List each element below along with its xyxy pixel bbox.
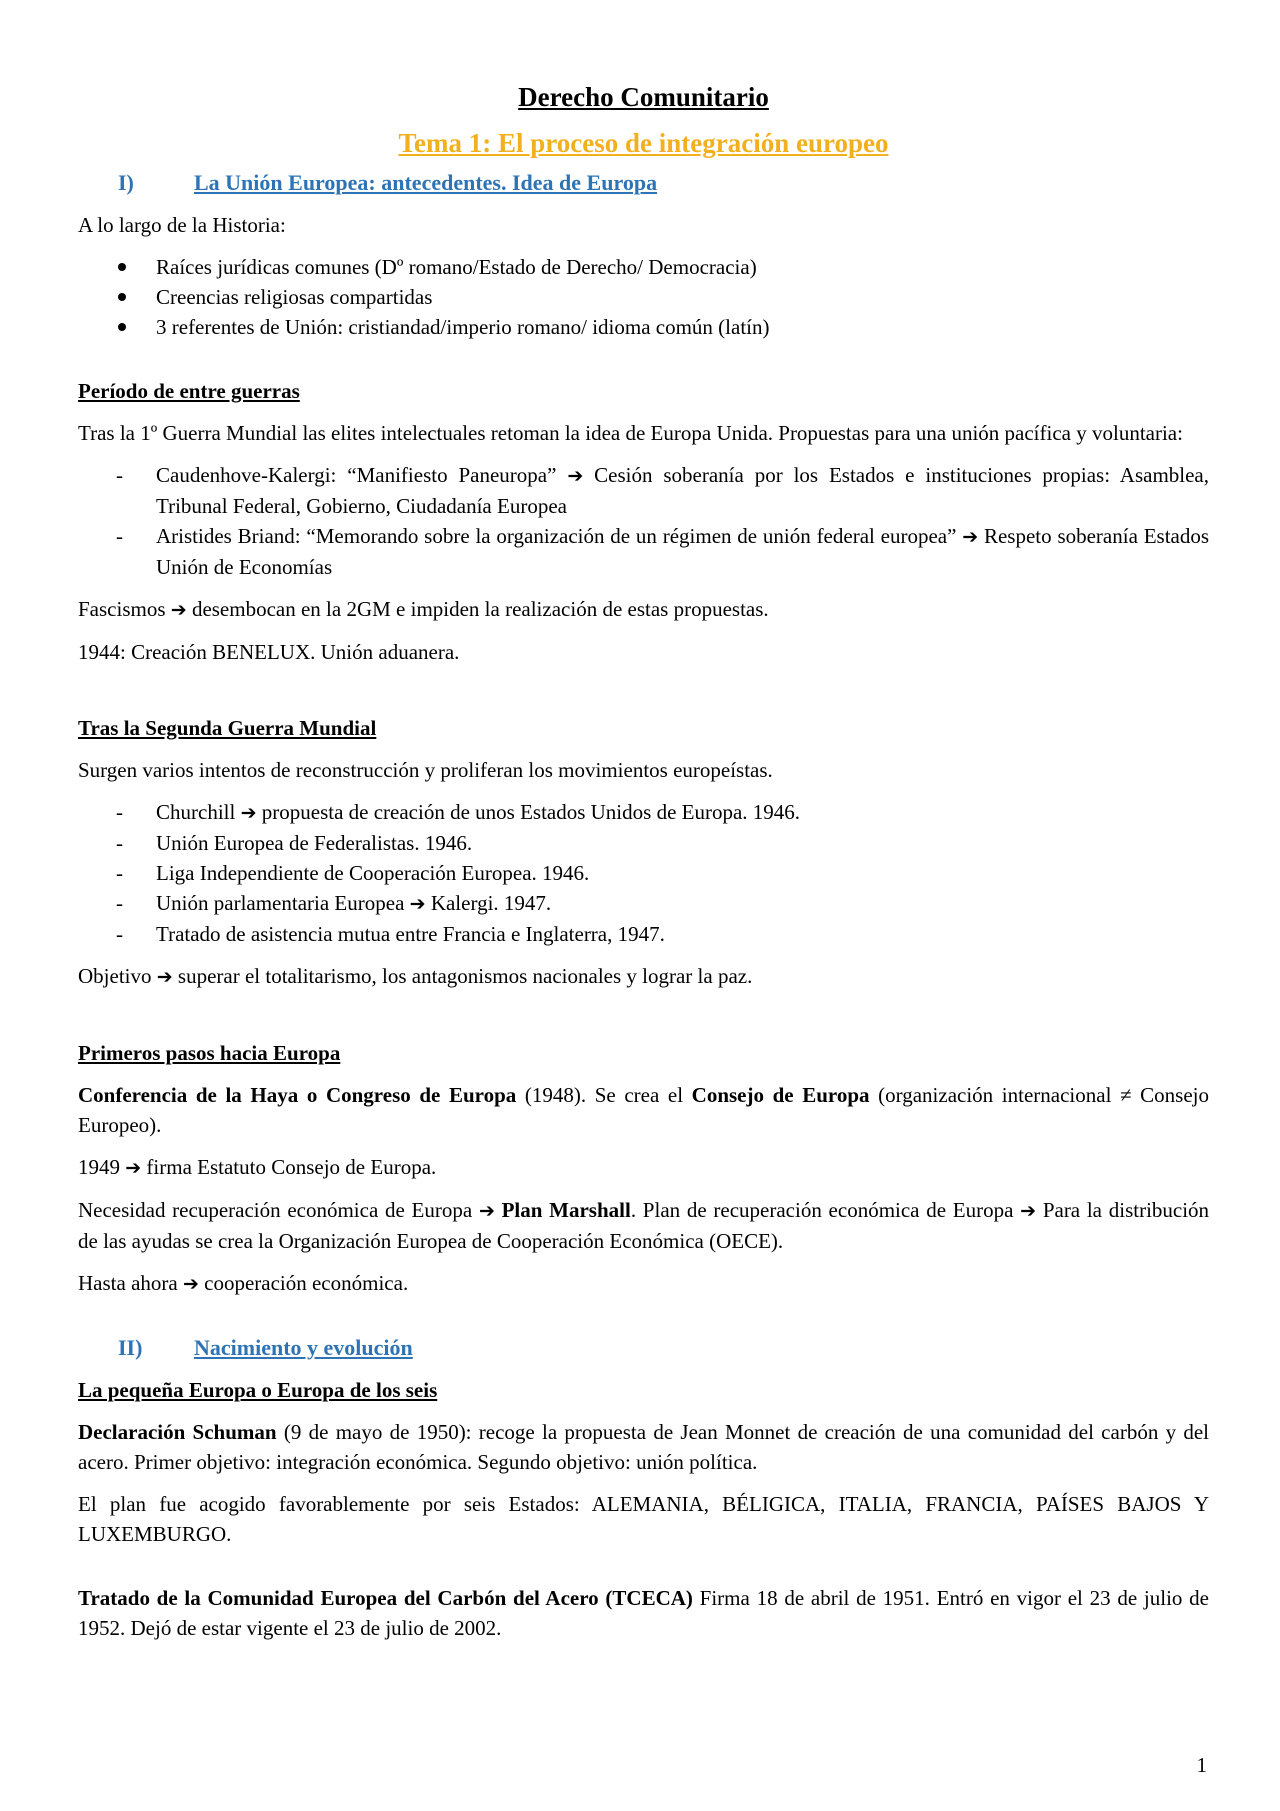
dash-list <box>78 797 1209 949</box>
paragraph: 1944: Creación BENELUX. Unión aduanera. <box>78 640 460 664</box>
arrow-right-icon: ➔ <box>478 1200 495 1222</box>
paragraph: Objetivo ➔ superar el totalitarismo, los antagonismos nacionales y lograr la paz. <box>78 964 753 988</box>
paragraph: El plan fue acogido favorablemente por seis Estados: ALEMANIA, BÉLIGICA, ITALIA, FRANCIA, PAÍSES BAJOS Y LUXEMBURGO. <box>78 1492 1209 1546</box>
arrow-right-icon: ➔ <box>240 802 257 824</box>
bullet-icon <box>118 263 126 271</box>
paragraph: Conferencia de la Haya o Congreso de Europa (1948). Se crea el Consejo de Europa (organización internacional ≠ Consejo Europeo). <box>78 1083 1209 1137</box>
paragraph: A lo largo de la Historia: <box>78 213 286 237</box>
paragraph: Declaración Schuman (9 de mayo de 1950): recoge la propuesta de Jean Monnet de creación de una comunidad del carbón y del acero. Primer objetivo: integración económica. Segundo objetivo: unión política. <box>78 1420 1209 1474</box>
subheading: Período de entre guerras <box>78 379 300 403</box>
section-heading-1 <box>78 168 1209 198</box>
dash-marker: - <box>116 800 123 824</box>
dash-list <box>78 460 1209 582</box>
subheading: La pequeña Europa o Europa de los seis <box>78 1378 438 1402</box>
list-item: - Tratado de asistencia mutua entre Francia e Inglaterra, 1947. <box>78 919 1209 949</box>
page-content <box>78 80 1209 1655</box>
arrow-right-icon: ➔ <box>156 966 173 988</box>
bullet-list <box>78 252 1209 342</box>
paragraph: 1949 ➔ firma Estatuto Consejo de Europa. <box>78 1155 437 1179</box>
document-subtitle: Tema 1: El proceso de integración europeo <box>398 128 889 158</box>
arrow-right-icon: ➔ <box>962 526 979 548</box>
dash-marker: - <box>116 524 123 548</box>
paragraph: Surgen varios intentos de reconstrucción y proliferan los movimientos europeístas. <box>78 758 773 782</box>
list-item: Raíces jurídicas comunes (Dº romano/Estado de Derecho/ Democracia) <box>78 252 1209 282</box>
section-heading-2 <box>78 1333 1209 1363</box>
dash-marker: - <box>116 861 123 885</box>
list-item: - Unión parlamentaria Europea ➔ Kalergi. 1947. <box>78 888 1209 919</box>
paragraph: Tratado de la Comunidad Europea del Carbón del Acero (TCECA) Firma 18 de abril de 1951. Entró en vigor el 23 de julio de 1952. Dejó de estar vigente el 23 de julio de 2002. <box>78 1586 1209 1640</box>
bullet-icon <box>118 323 126 331</box>
arrow-right-icon: ➔ <box>567 465 584 487</box>
paragraph: Necesidad recuperación económica de Europa ➔ Plan Marshall. Plan de recuperación económica de Europa ➔ Para la distribución de las ayudas se crea la Organización Europea de Cooperación Económica (OECE). <box>78 1198 1210 1253</box>
arrow-right-icon: ➔ <box>409 893 426 915</box>
list-item: - Unión Europea de Federalistas. 1946. <box>78 828 1209 858</box>
list-item: - Liga Independiente de Cooperación Europea. 1946. <box>78 858 1209 888</box>
document-title: Derecho Comunitario <box>518 82 769 112</box>
list-item: Creencias religiosas compartidas <box>78 282 1209 312</box>
subheading: Tras la Segunda Guerra Mundial <box>78 716 377 740</box>
bullet-icon <box>118 293 126 301</box>
list-item: - Churchill ➔ propuesta de creación de unos Estados Unidos de Europa. 1946. <box>78 797 1209 828</box>
paragraph: Fascismos ➔ desembocan en la 2GM e impiden la realización de estas propuestas. <box>78 597 769 621</box>
paragraph: Hasta ahora ➔ cooperación económica. <box>78 1271 409 1295</box>
section-number: II) <box>118 1335 143 1360</box>
list-item: 3 referentes de Unión: cristiandad/imperio romano/ idioma común (latín) <box>78 312 1209 342</box>
list-item: - Aristides Briand: “Memorando sobre la organización de un régimen de unión federal europea” ➔ Respeto soberanía Estados Unión de Economías <box>78 521 1209 582</box>
dash-marker: - <box>116 891 123 915</box>
arrow-right-icon: ➔ <box>182 1273 199 1295</box>
dash-marker: - <box>116 463 123 487</box>
subheading: Primeros pasos hacia Europa <box>78 1041 341 1065</box>
section-number: I) <box>118 170 134 195</box>
paragraph: Tras la 1º Guerra Mundial las elites intelectuales retoman la idea de Europa Unida. Propuestas para una unión pacífica y voluntaria: <box>78 421 1183 445</box>
section-title: La Unión Europea: antecedentes. Idea de Europa <box>194 170 658 195</box>
section-title: Nacimiento y evolución <box>194 1335 413 1360</box>
arrow-right-icon: ➔ <box>170 599 187 621</box>
dash-marker: - <box>116 922 123 946</box>
page-number: 1 <box>1196 1753 1207 1777</box>
dash-marker: - <box>116 831 123 855</box>
arrow-right-icon: ➔ <box>1020 1200 1037 1222</box>
arrow-right-icon: ➔ <box>125 1157 142 1179</box>
list-item: - Caudenhove-Kalergi: “Manifiesto Paneuropa” ➔ Cesión soberanía por los Estados e instituciones propias: Asamblea, Tribunal Federal, Gobierno, Ciudadanía Europea <box>78 460 1209 521</box>
